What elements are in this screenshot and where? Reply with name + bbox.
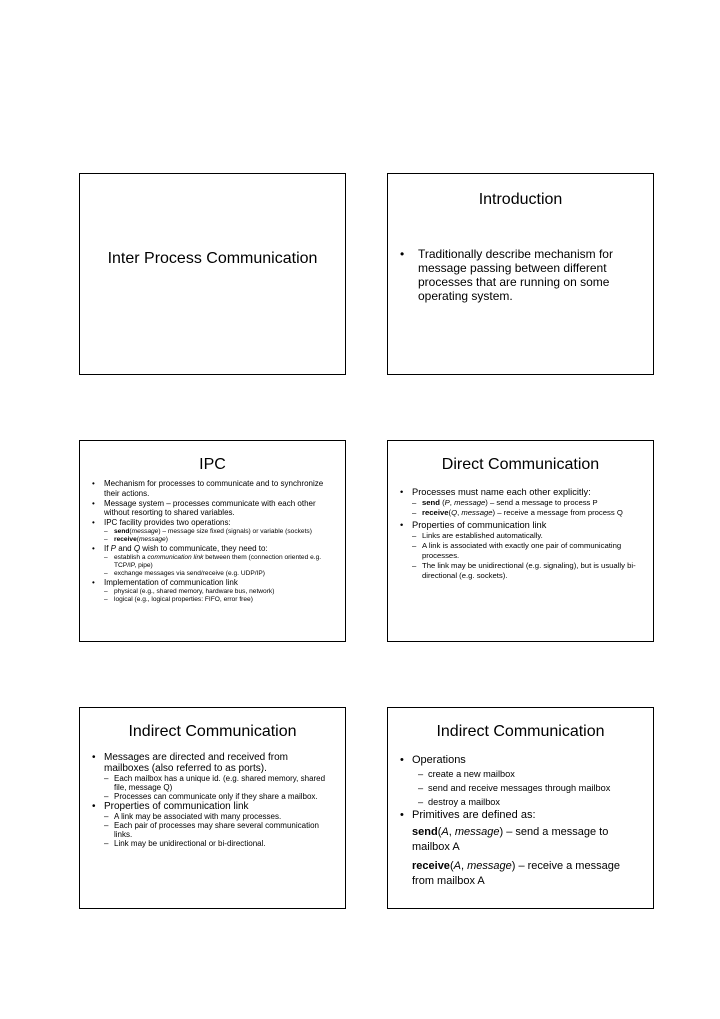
bullet-text: IPC facility provides two operations: bbox=[104, 518, 231, 528]
bullet-text: Properties of communication link bbox=[104, 801, 249, 812]
slide-4-title: Direct Communication bbox=[441, 456, 600, 473]
sub-bullet: – create a new mailbox bbox=[418, 767, 643, 781]
slide-2-title: Introduction bbox=[478, 191, 563, 208]
arg: message bbox=[454, 498, 486, 507]
slide-6-title: Indirect Communication bbox=[436, 723, 605, 740]
text: – receive a message from mailbox A bbox=[412, 860, 620, 887]
slide-5-title: Indirect Communication bbox=[128, 723, 297, 740]
text: – message size fixed (signals) or variable (sockets) bbox=[160, 527, 312, 535]
sub-bullet: – physical (e.g., shared memory, hardware bus, network) bbox=[104, 588, 335, 596]
bullet bbox=[398, 809, 643, 822]
keyword: receive bbox=[114, 535, 137, 543]
slide-2 bbox=[387, 173, 654, 375]
bullet: • Mechanism for processes to communicate and to synchronize their actions. bbox=[90, 479, 335, 499]
sub-bullet: – send(message) – message size fixed (signals) or variable (sockets) bbox=[104, 528, 335, 536]
bullet-text: Properties of communication link bbox=[412, 520, 547, 530]
bullet bbox=[90, 801, 335, 848]
keyword: send bbox=[422, 498, 440, 507]
bullet bbox=[398, 754, 643, 809]
arg: message bbox=[138, 535, 166, 543]
arg: A bbox=[453, 860, 461, 872]
bullet-text: Primitives are defined as: bbox=[412, 809, 536, 821]
primitive-receive: receive(A, message) – receive a message from mailbox A bbox=[412, 860, 620, 887]
sub-bullet: – Link may be unidirectional or bi-directional. bbox=[104, 839, 335, 848]
keyword: send bbox=[412, 826, 438, 838]
text: – send a message to process P bbox=[487, 498, 598, 507]
sub-bullet: – Each mailbox has a unique id. (e.g. shared memory, shared file, message Q) bbox=[104, 774, 335, 792]
bullet-text: Implementation of communication link bbox=[104, 577, 238, 587]
slide-6 bbox=[387, 707, 654, 909]
keyword: receive bbox=[422, 508, 449, 517]
text: between them (connection oriented e.g. TCP/IP, pipe) bbox=[114, 553, 322, 569]
bullet-text: Operations bbox=[412, 754, 466, 766]
text: – send a message to mailbox A bbox=[412, 826, 609, 853]
sub-bullet: – exchange messages via send/receive (e.g. UDP/IP) bbox=[104, 570, 335, 578]
var-q: Q bbox=[133, 543, 141, 553]
text: establish a bbox=[114, 553, 148, 561]
arg: message bbox=[454, 826, 500, 838]
italic-text: communication link bbox=[147, 553, 204, 561]
slide-1-title: Inter Process Communication bbox=[107, 250, 318, 267]
bullet-text: Processes must name each other explicitly: bbox=[412, 487, 591, 497]
arg: A bbox=[441, 826, 449, 838]
arg: message bbox=[467, 860, 512, 872]
bullet bbox=[90, 544, 335, 578]
slide-4 bbox=[387, 440, 654, 642]
sub-bullet: – receive(message) bbox=[104, 536, 335, 544]
bullet bbox=[90, 578, 335, 604]
text: – receive a message from process Q bbox=[495, 508, 623, 517]
sub-bullet bbox=[104, 554, 335, 570]
sub-bullet: – receive(Q, message) – receive a message from process Q bbox=[412, 508, 643, 518]
sub-bullet: – A link may be associated with many processes. bbox=[104, 812, 335, 821]
sub-bullet: – send and receive messages through mailbox bbox=[418, 781, 643, 795]
text: If bbox=[104, 543, 111, 553]
keyword: send bbox=[114, 527, 130, 535]
sub-bullet: – A link is associated with exactly one pair of communicating processes. bbox=[412, 541, 643, 561]
bullet: • Message system – processes communicate with each other without resorting to shared variables. bbox=[90, 499, 335, 519]
primitive-send: send(A, message) – send a message to mailbox A bbox=[412, 826, 609, 853]
sub-bullet: – Processes can communicate only if they share a mailbox. bbox=[104, 792, 335, 801]
arg: P bbox=[444, 498, 450, 507]
sub-bullet: – logical (e.g., logical properties: FIFO, error free) bbox=[104, 596, 335, 604]
keyword: receive bbox=[412, 860, 450, 872]
slide-1 bbox=[79, 173, 346, 375]
bullet: • Traditionally describe mechanism for message passing between different processes that are running on some operating system. bbox=[398, 247, 643, 303]
bullet bbox=[90, 752, 335, 801]
bullet-text: Messages are directed and received from mailboxes (also referred to as ports). bbox=[104, 752, 288, 774]
arg: message bbox=[131, 527, 159, 535]
arg: Q bbox=[451, 508, 458, 517]
arg: message bbox=[461, 508, 493, 517]
sub-bullet: – Links are established automatically. bbox=[412, 531, 643, 541]
sub-bullet: – The link may be unidirectional (e.g. signaling), but is usually bi-directional (e.g. sockets). bbox=[412, 561, 643, 581]
var-p: P bbox=[110, 543, 117, 553]
sub-bullet: – send (P, message) – send a message to process P bbox=[412, 498, 643, 508]
bullet bbox=[398, 520, 643, 581]
text: and bbox=[116, 543, 134, 553]
slide-5 bbox=[79, 707, 346, 909]
text: wish to communicate, they need to: bbox=[140, 543, 268, 553]
bullet bbox=[90, 518, 335, 544]
sub-bullet: – destroy a mailbox bbox=[418, 795, 643, 809]
bullet bbox=[398, 487, 643, 518]
sub-bullet: – Each pair of processes may share several communication links. bbox=[104, 821, 335, 839]
slide-3 bbox=[79, 440, 346, 642]
slide-3-title: IPC bbox=[199, 456, 226, 473]
